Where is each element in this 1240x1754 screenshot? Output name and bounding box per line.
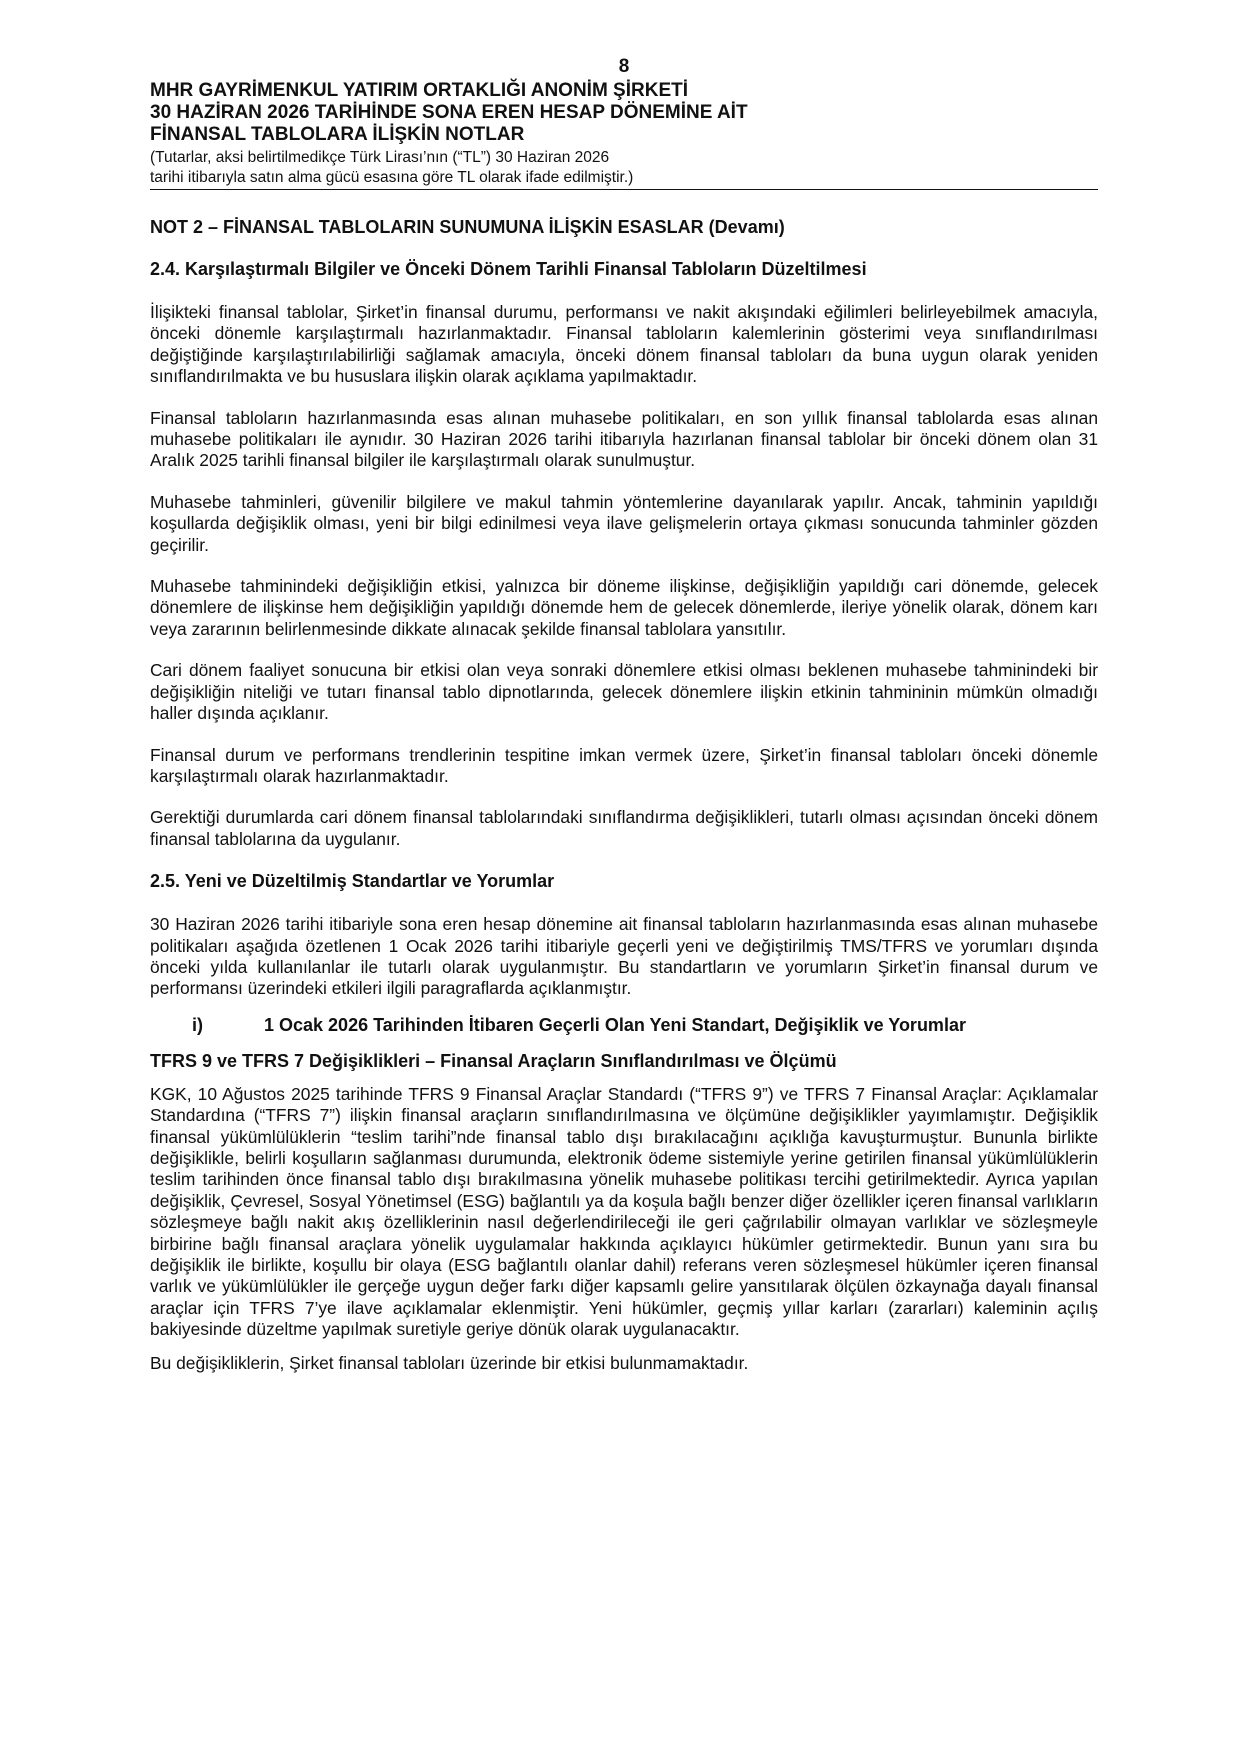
header-divider bbox=[150, 189, 1098, 190]
paragraph: Finansal durum ve performans trendlerinin tespitine imkan vermek üzere, Şirket’in finansal tabloları önceki dönemle karşılaştırmalı olarak hazırlanmaktadır. bbox=[150, 744, 1098, 786]
subsection-2-5-title: 2.5. Yeni ve Düzeltilmiş Standartlar ve Yorumlar bbox=[150, 871, 555, 892]
subsection-2-4-title: 2.4. Karşılaştırmalı Bilgiler ve Önceki Dönem Tarihli Finansal Tabloların Düzeltilmesi bbox=[150, 259, 867, 279]
paragraph: Bu değişikliklerin, Şirket finansal tabloları üzerinde bir etkisi bulunmamaktadır. bbox=[150, 1352, 749, 1373]
document-title: FİNANSAL TABLOLARA İLİŞKİN NOTLAR bbox=[150, 124, 525, 145]
paragraph: Cari dönem faaliyet sonucuna bir etkisi olan veya sonraki dönemlere etkisi olması beklenen muhasebe tahminindeki bir değişikliğin niteliği ve tutarı finansal tablo dipnotlarında, gelecek dönemlere ilişkin etkinin tahmininin mümkün olmadığı haller dışında açıklanır. bbox=[150, 660, 1098, 724]
period-title: 30 HAZİRAN 2026 TARİHİNDE SONA EREN HESAP DÖNEMİNE AİT bbox=[150, 102, 748, 123]
paragraph: Finansal tabloların hazırlanmasında esas alınan muhasebe politikaları, en son yıllık finansal tablolarda esas alınan muhasebe politikaları ile aynıdır. 30 Haziran 2026 tarihi itibarıyla hazırlanan finansal tablolar bir önceki dönem olan 31 Aralık 2025 tarihli finansal bilgiler ile karşılaştırmalı olarak sunulmuştur. bbox=[150, 407, 1098, 471]
paragraph: Muhasebe tahminleri, güvenilir bilgilere ve makul tahmin yöntemlerine dayanılarak yapılır. Ancak, tahminin yapıldığı koşullarda değişiklik olması, yeni bir bilgi edinilmesi veya ilave gelişmelerin ortaya çıkması sonucunda tahminler gözden geçirilir. bbox=[150, 491, 1098, 555]
company-name: MHR GAYRİMENKUL YATIRIM ORTAKLIĞI ANONİM ŞİRKETİ bbox=[150, 80, 689, 101]
paragraph: İlişikteki finansal tablolar, Şirket’in finansal durumu, performansı ve nakit akışındaki eğilimleri belirleyebilmek amacıyla, önceki dönemle karşılaştırmalı hazırlanmaktadır. Finansal tabloların kalemlerinin gösterimi veya sınıflandırılması değiştiğinde karşılaştırılabilirliği sağlamak amacıyla, önceki dönem finansal tabloları da buna uygun olarak yeniden sınıflandırılmakta ve bu hususlara ilişkin olarak açıklama yapılmaktadır. bbox=[150, 302, 1098, 387]
paragraph: Gerektiği durumlarda cari dönem finansal tablolarındaki sınıflandırma değişiklikleri, tutarlı olması açısından önceki dönem finansal tablolarına da uygulanır. bbox=[150, 807, 1098, 849]
currency-note-line2: tarihi itibarıyla satın alma gücü esasına göre TL olarak ifade edilmiştir.) bbox=[150, 169, 634, 186]
enumeration-title: 1 Ocak 2026 Tarihinden İtibaren Geçerli Olan Yeni Standart, Değişiklik ve Yorumlar bbox=[264, 1014, 966, 1035]
tfrs-heading: TFRS 9 ve TFRS 7 Değişiklikleri – Finansal Araçların Sınıflandırılması ve Ölçümü bbox=[150, 1050, 837, 1071]
currency-note-line1: (Tutarlar, aksi belirtilmedikçe Türk Lirası’nın (“TL”) 30 Haziran 2026 bbox=[150, 149, 610, 166]
enumerated-heading bbox=[150, 1014, 1098, 1036]
paragraph: 30 Haziran 2026 tarihi itibariyle sona eren hesap dönemine ait finansal tabloların hazırlanmasında esas alınan muhasebe politikaları aşağıda özetlenen 1 Ocak 2026 tarihi itibariyle geçerli yeni ve değiştirilmiş TMS/TFRS ve yorumları dışında önceki yılda kullanılanlar ile tutarlı olarak uygulanmıştır. Bu standartların ve yorumların Şirket’in finansal durum ve performansı üzerindeki etkileri ilgili paragraflarda açıklanmıştır. bbox=[150, 914, 1098, 999]
paragraph: Muhasebe tahminindeki değişikliğin etkisi, yalnızca bir döneme ilişkinse, değişikliğin yapıldığı cari dönemde, gelecek dönemlere de ilişkinse hem değişikliğin yapıldığı dönemde hem de gelecek dönemlerde, ileriye yönelik olarak, dönem karı veya zararının belirlenmesinde dikkate alınacak şekilde finansal tablolara yansıtılır. bbox=[150, 576, 1098, 639]
section-title: NOT 2 – FİNANSAL TABLOLARIN SUNUMUNA İLİŞKİN ESASLAR (Devamı) bbox=[150, 217, 785, 237]
page-number: 8 bbox=[618, 56, 630, 77]
document-page bbox=[150, 56, 1098, 1374]
enumeration-marker: i) bbox=[192, 1014, 203, 1035]
paragraph: KGK, 10 Ağustos 2025 tarihinde TFRS 9 Finansal Araçlar Standardı (“TFRS 9”) ve TFRS 7 Finansal Araçlar: Açıklamalar Standardına (“TFRS 7”) ilişkin finansal araçların sınıflandırılmasına ve ölçümüne değişiklikler yayımlamıştır. Değişiklik finansal yükümlülüklerin “teslim tarihi”nde finansal tablo dışı bırakılacağını açıklığa kavuşturmuştur. Bununla birlikte değişiklikle, belirli koşulların sağlanması durumunda, elektronik ödeme sistemiyle yerine getirilen finansal yükümlülüklerin teslim tarihinden önce finansal tablo dışı bırakılmasına yönelik muhasebe politikası tercihi getirilmektedir. Ayrıca yapılan değişiklik, Çevresel, Sosyal Yönetimsel (ESG) bağlantılı ya da koşula bağlı benzer diğer özellikler içeren finansal varlıkların sözleşmeye bağlı nakit akış özelliklerinin nasıl değerlendirileceği ile geri çağrılabilir olmayan varlıklar ve sözleşmeyle birbirine bağlı finansal araçlara yönelik uygulamalar hakkında açıklayıcı hükümler getirmektedir. Bunun yanı sıra bu değişiklik ile birlikte, koşullu bir olaya (ESG bağlantılı olanlar dahil) referans veren sözleşmesel hükümler içeren finansal varlık ve yükümlülükler ile gerçeğe uygun değer farkı diğer kapsamlı gelire yansıtılarak ölçülen özkaynağa dayalı finansal araçlar için TFRS 7’ye ilave açıklamalar eklenmiştir. Yeni hükümler, geçmiş yıllar karları (zararları) kaleminin açılış bakiyesinde düzeltme yapılmak suretiyle geriye dönük olarak uygulanacaktır. bbox=[150, 1083, 1098, 1340]
